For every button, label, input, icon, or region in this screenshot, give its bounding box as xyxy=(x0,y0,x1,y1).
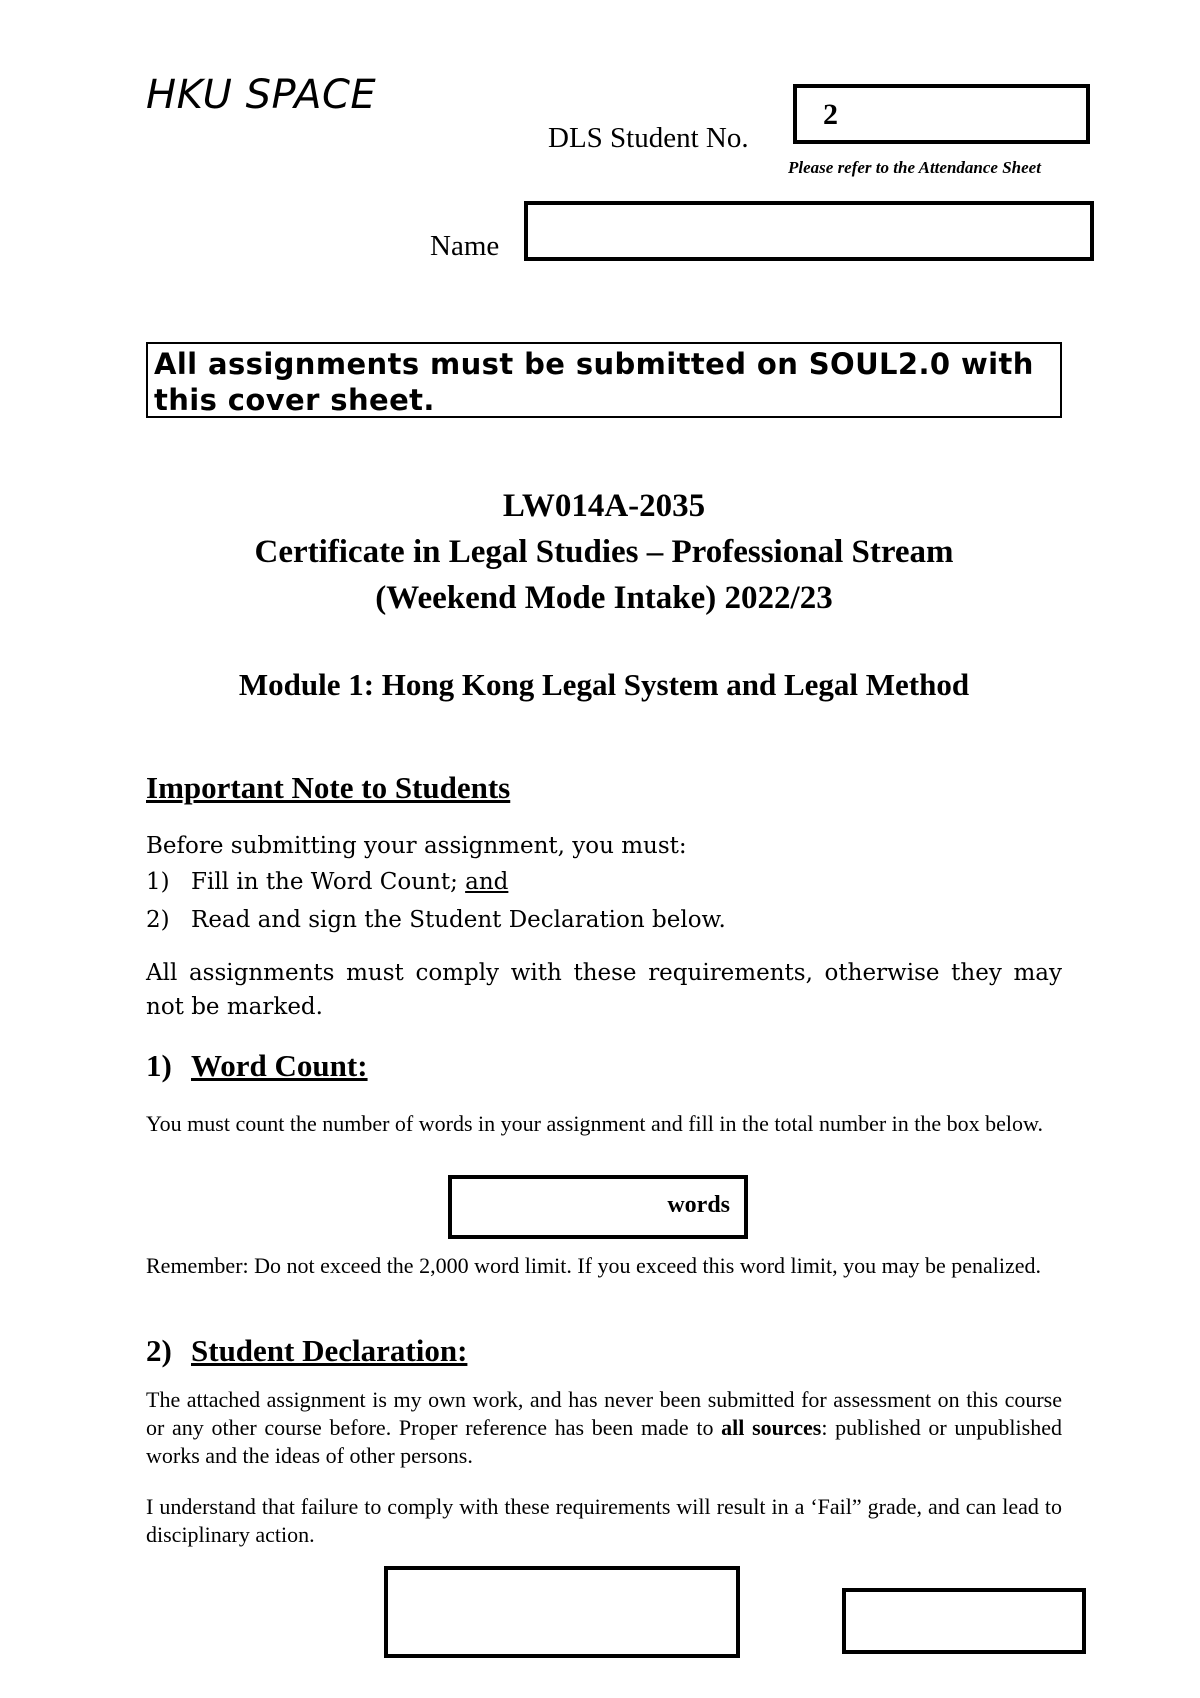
word-count-title: Word Count: xyxy=(191,1048,368,1083)
name-field[interactable] xyxy=(524,201,1094,261)
hku-space-logo: HKU SPACE xyxy=(146,72,377,118)
list-item xyxy=(146,869,508,895)
list-item xyxy=(146,907,726,933)
list-item-number: 1) xyxy=(146,869,170,895)
declaration-title: Student Declaration: xyxy=(191,1333,468,1368)
important-note-intro: Before submitting your assignment, you must: xyxy=(146,833,687,859)
student-no-label: DLS Student No. xyxy=(548,122,749,154)
list-item-emphasis: and xyxy=(465,869,509,895)
list-item-text: Read and sign the Student Declaration below. xyxy=(191,907,726,933)
declaration-heading xyxy=(146,1333,467,1369)
all-sources-emphasis: all sources xyxy=(721,1415,822,1440)
failure-warning: I understand that failure to comply with these requirements will result in a ‘Fail” grade, and can lead to disciplinary action. xyxy=(146,1494,1062,1547)
course-code: LW014A-2035 xyxy=(502,488,706,524)
submission-banner xyxy=(146,342,1062,418)
declaration-text: The attached assignment is my own work, and has never been submitted for assessment on this course or any other course before. Proper reference has been made to xyxy=(146,1387,1062,1440)
list-item-number: 2) xyxy=(146,907,170,933)
important-note-heading: Important Note to Students xyxy=(146,770,511,805)
attendance-note: Please refer to the Attendance Sheet xyxy=(788,158,1041,177)
signature-field[interactable] xyxy=(384,1566,740,1658)
submission-banner-text: All assignments must be submitted on SOUL2.0 with this cover sheet. xyxy=(154,347,1034,417)
module-title: Module 1: Hong Kong Legal System and Legal Method xyxy=(238,667,970,702)
course-title-block xyxy=(146,483,1062,621)
declaration-number: 2) xyxy=(146,1333,172,1368)
list-item-text: Fill in the Word Count; xyxy=(191,869,466,895)
word-count-instruction: You must count the number of words in your assignment and fill in the total number in the box below. xyxy=(146,1111,1044,1136)
compliance-note: All assignments must comply with these requirements, otherwise they may not be marked. xyxy=(146,960,1062,1020)
date-field[interactable] xyxy=(842,1588,1086,1654)
course-intake: (Weekend Mode Intake) 2022/23 xyxy=(375,580,833,616)
word-count-heading xyxy=(146,1048,368,1084)
word-count-field[interactable] xyxy=(448,1175,748,1239)
declaration-paragraph xyxy=(146,1386,1062,1470)
student-no-value: 2 xyxy=(823,98,838,131)
declaration-text-end: : published or unpublished works and the ideas of other persons. xyxy=(146,1415,1062,1468)
word-limit-reminder: Remember: Do not exceed the 2,000 word limit. If you exceed this word limit, you may be penalized. xyxy=(146,1253,1042,1278)
course-title: Certificate in Legal Studies – Professional Stream xyxy=(254,534,954,570)
words-unit-label: words xyxy=(667,1192,730,1218)
name-label: Name xyxy=(430,230,500,262)
word-count-number: 1) xyxy=(146,1048,172,1083)
student-no-field[interactable] xyxy=(793,84,1090,144)
